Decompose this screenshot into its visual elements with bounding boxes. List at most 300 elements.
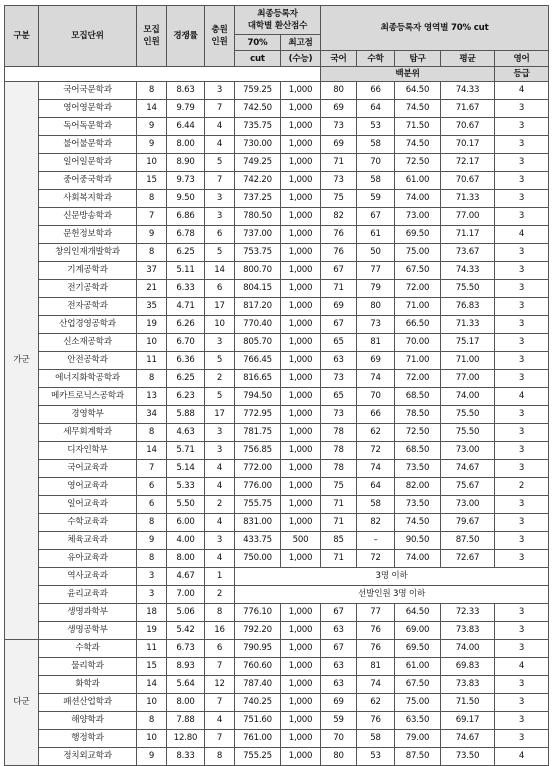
inquiry-cell: 73.00 xyxy=(395,208,441,226)
additional-cell: 7 xyxy=(205,694,235,712)
additional-cell: 6 xyxy=(205,640,235,658)
english-cell: 2 xyxy=(495,478,549,496)
table-row xyxy=(5,154,549,172)
english-cell: 4 xyxy=(495,748,549,766)
english-cell: 3 xyxy=(495,172,549,190)
korean-cell: 75 xyxy=(321,478,357,496)
quota-cell: 19 xyxy=(137,622,167,640)
department-name: 신문방송학과 xyxy=(39,208,137,226)
average-cell: 72.17 xyxy=(441,154,495,172)
table-row xyxy=(5,550,549,568)
additional-cell: 3 xyxy=(205,532,235,550)
korean-cell: 71 xyxy=(321,550,357,568)
table-row xyxy=(5,478,549,496)
competition-cell: 12.80 xyxy=(167,730,205,748)
max-score-cell: 1,000 xyxy=(281,226,321,244)
math-cell: 72 xyxy=(357,442,395,460)
korean-cell: 67 xyxy=(321,640,357,658)
department-name: 수학교육과 xyxy=(39,514,137,532)
department-name: 경영학부 xyxy=(39,406,137,424)
math-cell: 62 xyxy=(357,424,395,442)
quota-cell: 9 xyxy=(137,118,167,136)
math-cell: 58 xyxy=(357,730,395,748)
additional-cell: 17 xyxy=(205,298,235,316)
table-row xyxy=(5,514,549,532)
quota-cell: 37 xyxy=(137,262,167,280)
admissions-table xyxy=(4,5,549,766)
english-cell: 3 xyxy=(495,460,549,478)
header-max-note: (수능) xyxy=(281,51,321,67)
average-cell: 69.83 xyxy=(441,658,495,676)
table-row xyxy=(5,712,549,730)
competition-cell: 8.93 xyxy=(167,658,205,676)
korean-cell: 71 xyxy=(321,154,357,172)
korean-cell: 71 xyxy=(321,514,357,532)
korean-cell: 73 xyxy=(321,172,357,190)
competition-cell: 9.73 xyxy=(167,172,205,190)
english-cell: 3 xyxy=(495,604,549,622)
cut70-cell: 776.10 xyxy=(235,604,281,622)
additional-cell: 3 xyxy=(205,442,235,460)
department-name: 해양학과 xyxy=(39,712,137,730)
department-name: 불어불문학과 xyxy=(39,136,137,154)
english-cell: 3 xyxy=(495,496,549,514)
table-row xyxy=(5,316,549,334)
department-name: 기계공학과 xyxy=(39,262,137,280)
quota-cell: 10 xyxy=(137,694,167,712)
english-cell: 3 xyxy=(495,532,549,550)
table-row xyxy=(5,352,549,370)
department-name: 산업경영공학과 xyxy=(39,316,137,334)
department-name: 생명과학부 xyxy=(39,604,137,622)
inquiry-cell: 74.00 xyxy=(395,550,441,568)
average-cell: 74.00 xyxy=(441,640,495,658)
quota-cell: 10 xyxy=(137,730,167,748)
department-name: 패션산업학과 xyxy=(39,694,137,712)
math-cell: 72 xyxy=(357,550,395,568)
math-cell: 77 xyxy=(357,604,395,622)
average-cell: 87.50 xyxy=(441,532,495,550)
inquiry-cell: 72.50 xyxy=(395,154,441,172)
korean-cell: 80 xyxy=(321,748,357,766)
inquiry-cell: 73.50 xyxy=(395,460,441,478)
header-percentile: 백분위 xyxy=(321,67,495,82)
competition-cell: 6.33 xyxy=(167,280,205,298)
cut70-cell: 792.20 xyxy=(235,622,281,640)
group-label: 가군 xyxy=(5,82,39,640)
cut70-cell: 755.75 xyxy=(235,496,281,514)
math-cell: 74 xyxy=(357,370,395,388)
competition-cell: 8.33 xyxy=(167,748,205,766)
cut70-cell: 804.15 xyxy=(235,280,281,298)
inquiry-cell: 74.00 xyxy=(395,190,441,208)
cut70-cell: 770.40 xyxy=(235,316,281,334)
max-score-cell: 500 xyxy=(281,532,321,550)
max-score-cell: 1,000 xyxy=(281,460,321,478)
english-cell: 3 xyxy=(495,370,549,388)
competition-cell: 5.14 xyxy=(167,460,205,478)
department-name: 물리학과 xyxy=(39,658,137,676)
korean-cell: 78 xyxy=(321,442,357,460)
max-score-cell: 1,000 xyxy=(281,370,321,388)
table-row xyxy=(5,226,549,244)
math-cell: 58 xyxy=(357,496,395,514)
table-row xyxy=(5,622,549,640)
additional-cell: 8 xyxy=(205,604,235,622)
cut70-cell: 737.00 xyxy=(235,226,281,244)
department-name: 체육교육과 xyxy=(39,532,137,550)
department-name: 에너지화학공학과 xyxy=(39,370,137,388)
department-name: 국어국문학과 xyxy=(39,82,137,100)
english-cell: 3 xyxy=(495,208,549,226)
table-row xyxy=(5,424,549,442)
max-score-cell: 1,000 xyxy=(281,730,321,748)
department-name: 행정학과 xyxy=(39,730,137,748)
inquiry-cell: 61.00 xyxy=(395,658,441,676)
quota-cell: 10 xyxy=(137,334,167,352)
department-name: 국어교육과 xyxy=(39,460,137,478)
inquiry-cell: 72.50 xyxy=(395,424,441,442)
cut70-cell: 737.25 xyxy=(235,190,281,208)
table-row xyxy=(5,568,549,586)
additional-cell: 3 xyxy=(205,82,235,100)
quota-cell: 14 xyxy=(137,676,167,694)
additional-cell: 1 xyxy=(205,568,235,586)
additional-cell: 3 xyxy=(205,334,235,352)
english-cell: 3 xyxy=(495,424,549,442)
average-cell: 69.17 xyxy=(441,712,495,730)
quota-cell: 11 xyxy=(137,352,167,370)
additional-cell: 4 xyxy=(205,478,235,496)
inquiry-cell: 87.50 xyxy=(395,748,441,766)
math-cell: 81 xyxy=(357,334,395,352)
additional-cell: 4 xyxy=(205,118,235,136)
header-math: 수학 xyxy=(357,51,395,67)
max-score-cell: 1,000 xyxy=(281,172,321,190)
korean-cell: 69 xyxy=(321,100,357,118)
english-cell: 3 xyxy=(495,694,549,712)
department-name: 생명공학부 xyxy=(39,622,137,640)
max-score-cell: 1,000 xyxy=(281,298,321,316)
english-cell: 3 xyxy=(495,442,549,460)
additional-cell: 7 xyxy=(205,100,235,118)
department-name: 독어독문학과 xyxy=(39,118,137,136)
average-cell: 75.50 xyxy=(441,280,495,298)
average-cell: 70.67 xyxy=(441,118,495,136)
quota-cell: 9 xyxy=(137,136,167,154)
inquiry-cell: 68.50 xyxy=(395,442,441,460)
math-cell: 64 xyxy=(357,100,395,118)
english-cell: 4 xyxy=(495,82,549,100)
note-cell: 3명 이하 xyxy=(235,568,549,586)
header-max-score: 최고점 xyxy=(281,35,321,51)
english-cell: 3 xyxy=(495,244,549,262)
quota-cell: 3 xyxy=(137,586,167,604)
math-cell: 64 xyxy=(357,478,395,496)
department-name: 영어영문학과 xyxy=(39,100,137,118)
additional-cell: 2 xyxy=(205,370,235,388)
english-cell: 3 xyxy=(495,154,549,172)
competition-cell: 6.23 xyxy=(167,388,205,406)
average-cell: 73.00 xyxy=(441,496,495,514)
max-score-cell: 1,000 xyxy=(281,208,321,226)
table-row xyxy=(5,190,549,208)
english-cell: 3 xyxy=(495,334,549,352)
average-cell: 76.83 xyxy=(441,298,495,316)
cut70-cell: 800.70 xyxy=(235,262,281,280)
table-body xyxy=(5,82,549,766)
competition-cell: 7.88 xyxy=(167,712,205,730)
cut70-cell: 772.00 xyxy=(235,460,281,478)
inquiry-cell: 74.50 xyxy=(395,100,441,118)
korean-cell: 69 xyxy=(321,298,357,316)
competition-cell: 5.11 xyxy=(167,262,205,280)
cut70-cell: 742.20 xyxy=(235,172,281,190)
table-header xyxy=(5,6,549,82)
quota-cell: 3 xyxy=(137,568,167,586)
table-row xyxy=(5,262,549,280)
table-row xyxy=(5,82,549,100)
korean-cell: 63 xyxy=(321,676,357,694)
table-row xyxy=(5,388,549,406)
header-cut70: 70% xyxy=(235,35,281,51)
additional-cell: 4 xyxy=(205,712,235,730)
competition-cell: 6.25 xyxy=(167,244,205,262)
quota-cell: 13 xyxy=(137,388,167,406)
max-score-cell: 1,000 xyxy=(281,316,321,334)
max-score-cell: 1,000 xyxy=(281,280,321,298)
english-cell: 3 xyxy=(495,190,549,208)
max-score-cell: 1,000 xyxy=(281,550,321,568)
inquiry-cell: 75.00 xyxy=(395,244,441,262)
quota-cell: 6 xyxy=(137,478,167,496)
max-score-cell: 1,000 xyxy=(281,640,321,658)
additional-cell: 12 xyxy=(205,676,235,694)
table-row xyxy=(5,334,549,352)
department-name: 신소재공학과 xyxy=(39,334,137,352)
cut70-cell: 831.00 xyxy=(235,514,281,532)
cut70-cell: 787.40 xyxy=(235,676,281,694)
english-cell: 3 xyxy=(495,316,549,334)
math-cell: 66 xyxy=(357,82,395,100)
quota-cell: 7 xyxy=(137,208,167,226)
competition-cell: 8.00 xyxy=(167,550,205,568)
competition-cell: 5.88 xyxy=(167,406,205,424)
korean-cell: 71 xyxy=(321,496,357,514)
cut70-cell: 772.95 xyxy=(235,406,281,424)
additional-cell: 2 xyxy=(205,586,235,604)
additional-cell: 7 xyxy=(205,730,235,748)
cut70-cell: 816.65 xyxy=(235,370,281,388)
cut70-cell: 759.25 xyxy=(235,82,281,100)
korean-cell: 70 xyxy=(321,730,357,748)
quota-cell: 8 xyxy=(137,424,167,442)
average-cell: 75.50 xyxy=(441,406,495,424)
table-row xyxy=(5,730,549,748)
table-row xyxy=(5,532,549,550)
table-row xyxy=(5,694,549,712)
department-name: 문헌정보학과 xyxy=(39,226,137,244)
department-name: 수학과 xyxy=(39,640,137,658)
competition-cell: 4.71 xyxy=(167,298,205,316)
math-cell: 61 xyxy=(357,226,395,244)
max-score-cell: 1,000 xyxy=(281,478,321,496)
competition-cell: 6.00 xyxy=(167,514,205,532)
max-score-cell: 1,000 xyxy=(281,658,321,676)
quota-cell: 8 xyxy=(137,514,167,532)
table-row xyxy=(5,496,549,514)
inquiry-cell: 64.50 xyxy=(395,82,441,100)
average-cell: 75.67 xyxy=(441,478,495,496)
english-cell: 3 xyxy=(495,352,549,370)
additional-cell: 3 xyxy=(205,424,235,442)
department-name: 세무회계학과 xyxy=(39,424,137,442)
average-cell: 70.17 xyxy=(441,136,495,154)
max-score-cell: 1,000 xyxy=(281,694,321,712)
additional-cell: 4 xyxy=(205,460,235,478)
math-cell: 58 xyxy=(357,136,395,154)
math-cell: 53 xyxy=(357,118,395,136)
average-cell: 74.00 xyxy=(441,388,495,406)
cut70-cell: 760.60 xyxy=(235,658,281,676)
english-cell: 3 xyxy=(495,712,549,730)
header-final-score: 최종등록자 대학별 환산점수 xyxy=(235,6,321,35)
table-row xyxy=(5,586,549,604)
inquiry-cell: 73.50 xyxy=(395,496,441,514)
math-cell: 69 xyxy=(357,352,395,370)
department-name: 역사교육과 xyxy=(39,568,137,586)
additional-cell: 5 xyxy=(205,244,235,262)
table-row xyxy=(5,460,549,478)
quota-cell: 8 xyxy=(137,190,167,208)
table-row xyxy=(5,604,549,622)
korean-cell: 82 xyxy=(321,208,357,226)
header-group: 구분 xyxy=(5,6,39,67)
additional-cell: 10 xyxy=(205,316,235,334)
department-name: 메카트로닉스공학과 xyxy=(39,388,137,406)
header-average: 평균 xyxy=(441,51,495,67)
cut70-cell: 805.70 xyxy=(235,334,281,352)
table-row xyxy=(5,676,549,694)
competition-cell: 8.90 xyxy=(167,154,205,172)
competition-cell: 5.71 xyxy=(167,442,205,460)
math-cell: 50 xyxy=(357,244,395,262)
department-name: 전자공학과 xyxy=(39,298,137,316)
inquiry-cell: 72.00 xyxy=(395,280,441,298)
math-cell: 66 xyxy=(357,406,395,424)
quota-cell: 8 xyxy=(137,82,167,100)
math-cell: 59 xyxy=(357,190,395,208)
math-cell: 67 xyxy=(357,208,395,226)
quota-cell: 19 xyxy=(137,316,167,334)
math-cell: – xyxy=(357,532,395,550)
english-cell: 3 xyxy=(495,514,549,532)
english-cell: 4 xyxy=(495,658,549,676)
cut70-cell: 433.75 xyxy=(235,532,281,550)
max-score-cell: 1,000 xyxy=(281,352,321,370)
inquiry-cell: 61.00 xyxy=(395,172,441,190)
cut70-cell: 742.50 xyxy=(235,100,281,118)
inquiry-cell: 71.50 xyxy=(395,118,441,136)
max-score-cell: 1,000 xyxy=(281,442,321,460)
inquiry-cell: 70.00 xyxy=(395,334,441,352)
korean-cell: 78 xyxy=(321,424,357,442)
inquiry-cell: 68.50 xyxy=(395,388,441,406)
additional-cell: 4 xyxy=(205,514,235,532)
cut70-cell: 766.45 xyxy=(235,352,281,370)
max-score-cell: 1,000 xyxy=(281,424,321,442)
additional-cell: 16 xyxy=(205,622,235,640)
inquiry-cell: 69.50 xyxy=(395,226,441,244)
average-cell: 71.00 xyxy=(441,352,495,370)
table-row xyxy=(5,208,549,226)
header-english: 영어 xyxy=(495,51,549,67)
korean-cell: 73 xyxy=(321,406,357,424)
inquiry-cell: 71.00 xyxy=(395,352,441,370)
max-score-cell: 1,000 xyxy=(281,244,321,262)
max-score-cell: 1,000 xyxy=(281,190,321,208)
competition-cell: 5.64 xyxy=(167,676,205,694)
additional-cell: 7 xyxy=(205,172,235,190)
average-cell: 73.67 xyxy=(441,244,495,262)
average-cell: 77.00 xyxy=(441,208,495,226)
max-score-cell: 1,000 xyxy=(281,406,321,424)
average-cell: 75.50 xyxy=(441,424,495,442)
department-name: 정치외교학과 xyxy=(39,748,137,766)
korean-cell: 75 xyxy=(321,190,357,208)
korean-cell: 65 xyxy=(321,334,357,352)
max-score-cell: 1,000 xyxy=(281,154,321,172)
quota-cell: 8 xyxy=(137,244,167,262)
competition-cell: 6.25 xyxy=(167,370,205,388)
inquiry-cell: 66.50 xyxy=(395,316,441,334)
max-score-cell: 1,000 xyxy=(281,100,321,118)
competition-cell: 4.63 xyxy=(167,424,205,442)
quota-cell: 8 xyxy=(137,712,167,730)
average-cell: 73.83 xyxy=(441,676,495,694)
header-competition: 경쟁률 xyxy=(167,6,205,67)
korean-cell: 71 xyxy=(321,280,357,298)
inquiry-cell: 69.00 xyxy=(395,622,441,640)
quota-cell: 11 xyxy=(137,640,167,658)
quota-cell: 14 xyxy=(137,100,167,118)
korean-cell: 67 xyxy=(321,262,357,280)
average-cell: 73.83 xyxy=(441,622,495,640)
cut70-cell: 761.00 xyxy=(235,730,281,748)
department-name: 화학과 xyxy=(39,676,137,694)
additional-cell: 7 xyxy=(205,658,235,676)
average-cell: 74.67 xyxy=(441,460,495,478)
korean-cell: 65 xyxy=(321,388,357,406)
cut70-cell: 753.75 xyxy=(235,244,281,262)
max-score-cell: 1,000 xyxy=(281,118,321,136)
competition-cell: 8.00 xyxy=(167,136,205,154)
average-cell: 72.33 xyxy=(441,604,495,622)
note-cell: 선발인원 3명 이하 xyxy=(235,586,549,604)
math-cell: 82 xyxy=(357,514,395,532)
english-cell: 3 xyxy=(495,100,549,118)
inquiry-cell: 79.00 xyxy=(395,730,441,748)
math-cell: 70 xyxy=(357,388,395,406)
quota-cell: 18 xyxy=(137,604,167,622)
quota-cell: 15 xyxy=(137,172,167,190)
additional-cell: 3 xyxy=(205,208,235,226)
header-quota: 모집 인원 xyxy=(137,6,167,67)
group-label: 다군 xyxy=(5,640,39,766)
math-cell: 74 xyxy=(357,460,395,478)
competition-cell: 9.50 xyxy=(167,190,205,208)
english-cell: 3 xyxy=(495,550,549,568)
